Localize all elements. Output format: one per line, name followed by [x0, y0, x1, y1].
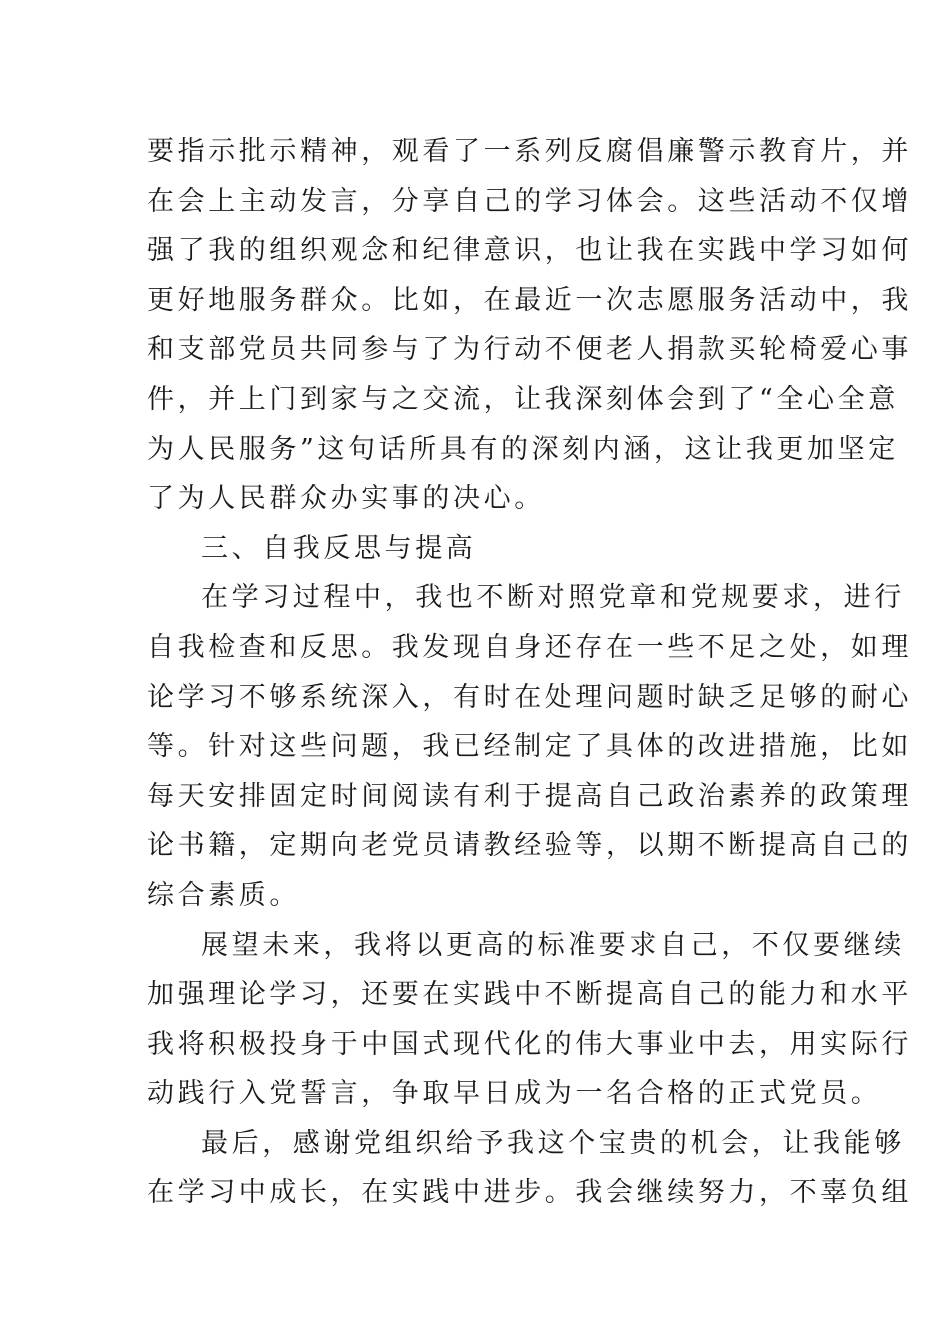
section-heading: 三、自我反思与提高	[201, 532, 477, 564]
text-line: 件，并上门到家与之交流，让我深刻体会到了“全心全意	[147, 383, 899, 415]
text-line: 强了我的组织观念和纪律意识，也让我在实践中学习如何	[147, 235, 912, 267]
text-line: 每天安排固定时间阅读有利于提高自己政治素养的政策理	[147, 780, 912, 812]
text-line: 和支部党员共同参与了为行动不便老人捐款买轮椅爱心事	[147, 334, 912, 366]
text-line: 动践行入党誓言，争取早日成为一名合格的正式党员。	[147, 1078, 882, 1110]
text-line: 更好地服务群众。比如，在最近一次志愿服务活动中，我	[147, 284, 912, 316]
document-body	[147, 127, 912, 1218]
text-line: 等。针对这些问题，我已经制定了具体的改进措施，比如	[147, 731, 912, 763]
text-line: 为人民服务”这句话所具有的深刻内涵，这让我更加坚定	[147, 433, 899, 465]
text-line: 综合素质。	[147, 879, 300, 911]
text-line: 我将积极投身于中国式现代化的伟大事业中去，用实际行	[147, 1028, 912, 1060]
text-line: 最后，感谢党组织给予我这个宝贵的机会，让我能够	[201, 1127, 905, 1159]
text-line: 要指示批示精神，观看了一系列反腐倡廉警示教育片，并	[147, 136, 912, 167]
text-line: 在学习过程中，我也不断对照党章和党规要求，进行	[201, 582, 905, 614]
text-line: 论学习不够系统深入，有时在处理问题时缺乏足够的耐心	[147, 681, 912, 713]
text-line: 了为人民群众办实事的决心。	[147, 483, 545, 515]
text-line: 在会上主动发言，分享自己的学习体会。这些活动不仅增	[147, 185, 912, 217]
text-line: 论书籍，定期向老党员请教经验等，以期不断提高自己的	[147, 830, 912, 862]
text-line: 在学习中成长，在实践中进步。我会继续努力，不辜负组	[147, 1177, 912, 1209]
text-line: 展望未来，我将以更高的标准要求自己，不仅要继续	[201, 929, 905, 961]
text-line: 加强理论学习，还要在实践中不断提高自己的能力和水平	[147, 979, 912, 1011]
text-line: 自我检查和反思。我发现自身还存在一些不足之处，如理	[147, 631, 912, 663]
